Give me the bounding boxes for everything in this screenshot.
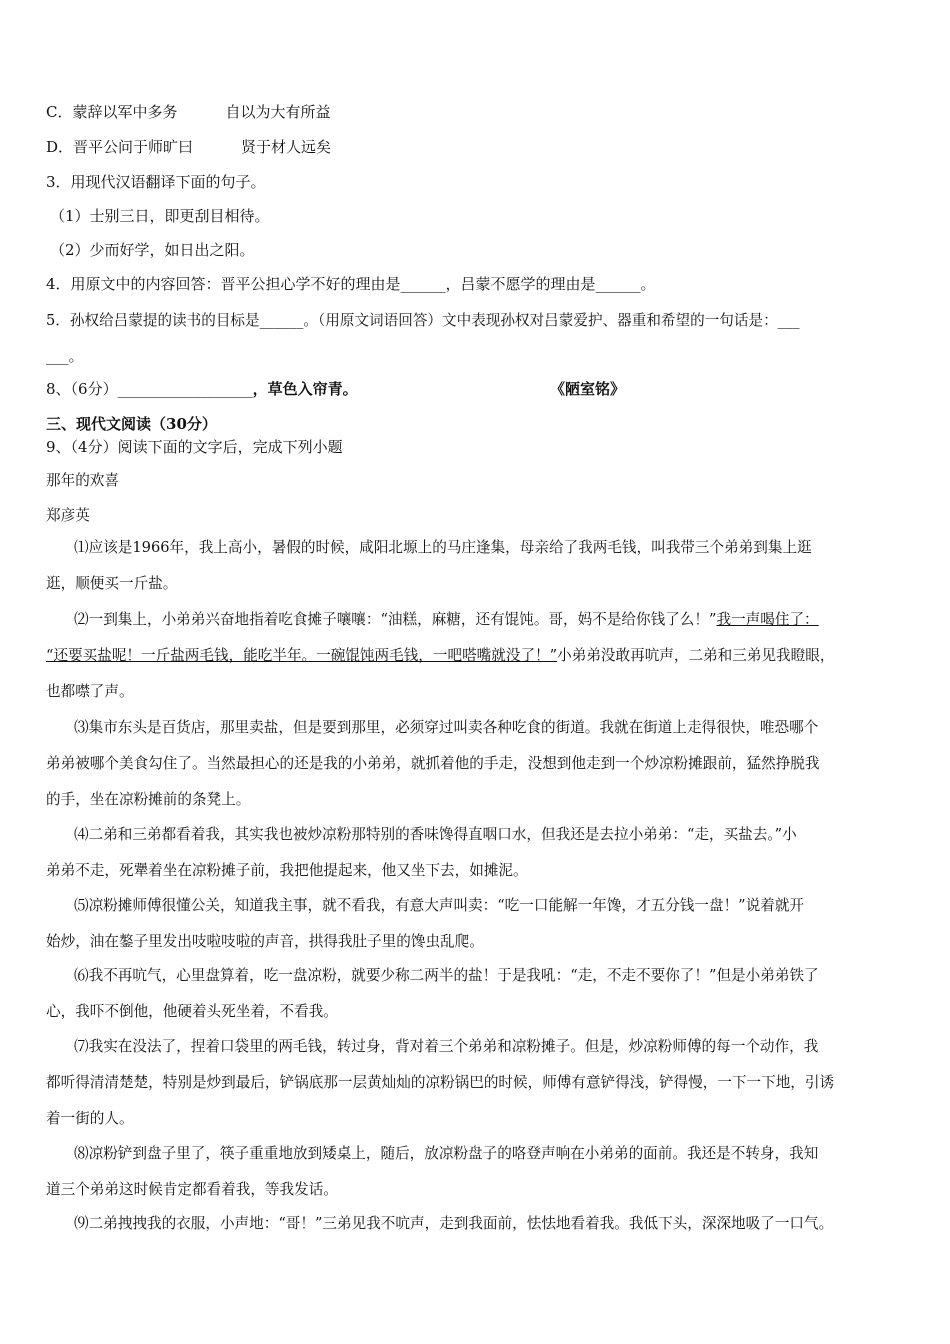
q3-sentence-2: （2）少而好学，如日出之阳。 [50, 241, 255, 259]
paragraph-8 [46, 1136, 914, 1208]
paragraph-5 [46, 888, 914, 960]
p6-line2: 心，我吓不倒他，他硬着头死坐着，不看我。 [46, 1003, 338, 1021]
q8-text: ，草色入帘青。 [252, 380, 358, 398]
p8-line1: ⑻凉粉铲到盘子里了，筷子重重地放到矮桌上，随后，放凉粉盘子的咯登声响在小弟弟的面前。我还是不转身，我知 [74, 1145, 819, 1162]
paragraph-6 [46, 958, 914, 1030]
p1-line1: ⑴应该是1966年，我上高小，暑假的时候，咸阳北塬上的马庄逢集，母亲给了我两毛钱，叫我带三个弟弟到集上逛 [74, 539, 812, 556]
p8-line2: 道三个弟弟这时候肯定都看着我，等我发话。 [46, 1181, 338, 1199]
paragraph-1 [46, 530, 914, 602]
choice-d-label: D．晋平公问于师旷曰 [46, 138, 194, 156]
q5-line1: 5．孙权给吕蒙提的读书的目标是______。（用原文词语回答）文中表现孙权对吕蒙爱护、器重和希望的一句话是：___ [46, 312, 800, 329]
paragraph-3 [46, 710, 914, 819]
p2-line3: 也都噤了声。 [46, 683, 134, 701]
p2-line2b: 小弟弟没敢再吭声，二弟和三弟见我瞪眼， [557, 647, 835, 665]
p3-line3: 的手，坐在凉粉摊前的条凳上。 [46, 791, 251, 809]
p2-line1a: ⑵一到集上，小弟弟兴奋地指着吃食摊子嚷嚷：“油糕，麻糖，还有馄饨。哥，妈不是给你钱了么！” [74, 611, 717, 628]
p6-line1: ⑹我不再吭气，心里盘算着，吃一盘凉粉，就要少称二两半的盐！于是我吼：“走，不走不要你了！”但是小弟弟铁了 [74, 967, 819, 984]
p4-line1: ⑷二弟和三弟都看着我，其实我也被炒凉粉那特别的香味馋得直咽口水，但我还是去拉小弟弟：“走，买盐去。”小 [74, 826, 797, 843]
p5-line2: 始炒，油在鏊子里发出吱啦吱啦的声音，拱得我肚子里的馋虫乱爬。 [46, 933, 484, 951]
q4: 4．用原文中的内容回答：晋平公担心学不好的理由是______，吕蒙不愿学的理由是______。 [46, 275, 656, 293]
paragraph-9 [46, 1206, 914, 1242]
section-3-heading: 三、现代文阅读（30分） [46, 415, 217, 433]
choice-c-right: 自以为大有所益 [225, 103, 331, 121]
p1-line2: 逛，顺便买一斤盐。 [46, 575, 178, 593]
p3-line1: ⑶集市东头是百货店，那里卖盐，但是要到那里，必须穿过叫卖各种吃食的街道。我就在街道上走得很快，唯恐哪个 [74, 719, 819, 736]
paragraph-4 [46, 817, 914, 889]
p2-underlined-1: 我一声喝住了： [716, 611, 819, 628]
q8-prefix: 8、（6分） [46, 380, 118, 398]
p7-line1: ⑺我实在没法了，捏着口袋里的两毛钱，转过身，背对着三个弟弟和凉粉摊子。但是，炒凉粉师傅的每一个动作，我 [74, 1038, 819, 1055]
p5-line1: ⑸凉粉摊师傅很懂公关，知道我主事，就不看我，有意大声叫卖：“吃一口能解一年馋，才五分钱一盘！”说着就开 [74, 897, 805, 914]
choice-c [46, 101, 914, 123]
q8-source: 《陋室铭》 [550, 380, 626, 398]
choice-c-label: C．蒙辞以军中多务 [46, 103, 178, 121]
paragraph-7 [46, 1029, 914, 1138]
p9-line1: ⑼二弟拽拽我的衣服，小声地：“哥！”三弟见我不吭声，走到我面前，怯怯地看着我。我低下头，深深地吸了一口气。 [74, 1215, 834, 1232]
q3-sentence-1: （1）士别三日，即更刮目相待。 [50, 207, 270, 225]
article-title: 那年的欢喜 [46, 472, 119, 489]
q8 [46, 378, 914, 400]
q9-stem: 9、（4分）阅读下面的文字后，完成下列小题 [46, 438, 343, 456]
paragraph-2 [46, 602, 914, 711]
p3-line2: 弟弟被哪个美食勾住了。当然最担心的还是我的小弟弟，就抓着他的手走，没想到他走到一个炒凉粉摊跟前，猛然挣脱我 [46, 755, 820, 773]
q3-stem: 3．用现代汉语翻译下面的句子。 [46, 173, 266, 191]
p7-line3: 着一街的人。 [46, 1110, 134, 1128]
p4-line2: 弟弟不走，死犟着坐在凉粉摊子前，我把他提起来，他又坐下去，如摊泥。 [46, 862, 528, 880]
p2-underlined-2: “还要买盐呢！一斤盐两毛钱，能吃半年。一碗馄饨两毛钱，一吧嗒嘴就没了！” [46, 647, 558, 665]
q5-line2: ___。 [46, 347, 84, 365]
p7-line2: 都听得清清楚楚，特别是炒到最后，铲锅底那一层黄灿灿的凉粉锅巴的时候，师傅有意铲得浅，铲得慢，一下一下地，引诱 [46, 1074, 835, 1092]
q8-blank: __________________ [117, 380, 253, 398]
choice-d [46, 136, 914, 158]
article-author: 郑彦英 [46, 507, 90, 524]
choice-d-right: 贤于材人远矣 [241, 138, 332, 156]
